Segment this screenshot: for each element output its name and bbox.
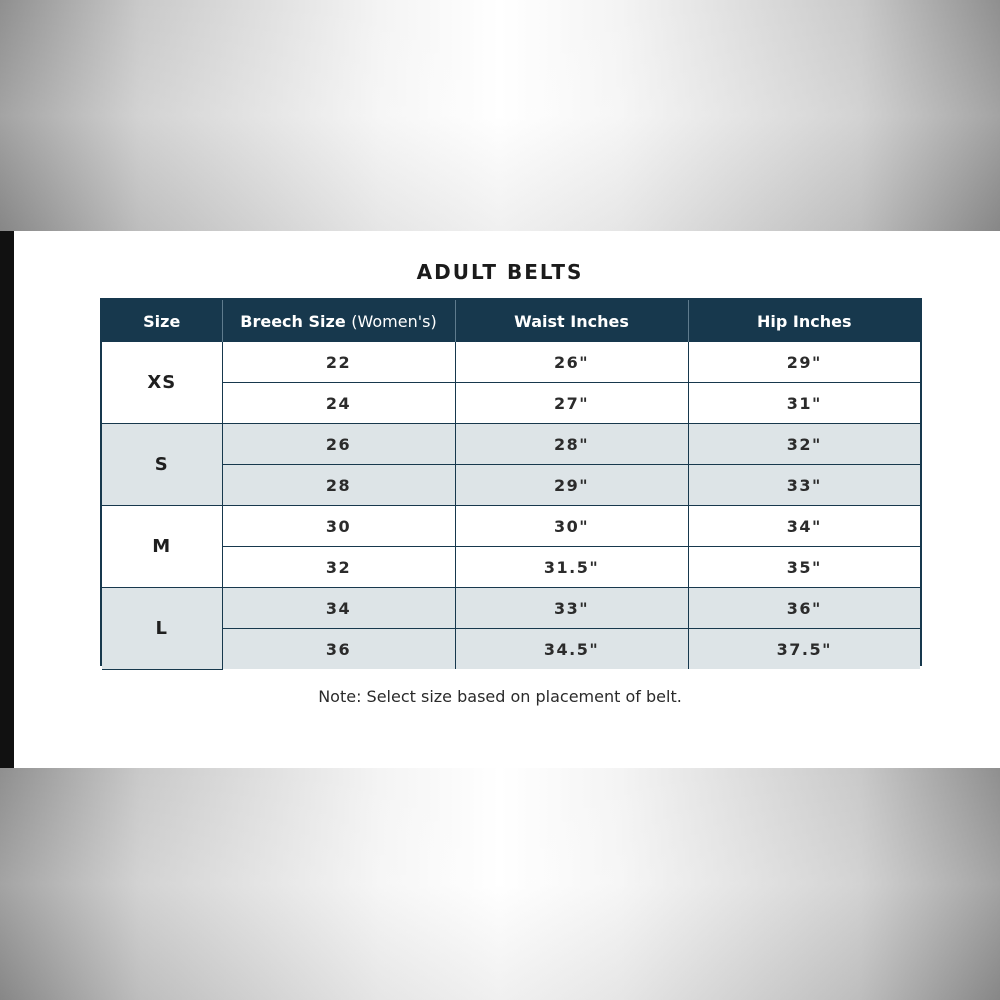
waist-cell: 31.5" — [455, 547, 688, 588]
table-row — [102, 465, 920, 506]
table-row — [102, 588, 920, 629]
waist-cell: 30" — [455, 506, 688, 547]
chart-title: ADULT BELTS — [416, 260, 584, 284]
header-size: Size — [102, 300, 222, 342]
size-cell: S — [102, 424, 222, 506]
size-cell: L — [102, 588, 222, 670]
table-row — [102, 383, 920, 424]
hip-cell: 33" — [688, 465, 920, 506]
hip-cell: 37.5" — [688, 629, 920, 670]
breech-cell: 22 — [222, 342, 455, 383]
hip-cell: 36" — [688, 588, 920, 629]
header-breech-main: Breech Size — [240, 311, 346, 331]
waist-cell: 27" — [455, 383, 688, 424]
header-breech-sub: (Women's) — [351, 311, 437, 331]
header-hip: Hip Inches — [688, 300, 920, 342]
size-table-wrapper — [100, 298, 922, 666]
size-cell: XS — [102, 342, 222, 424]
table-row — [102, 506, 920, 547]
waist-cell: 34.5" — [455, 629, 688, 670]
breech-cell: 32 — [222, 547, 455, 588]
breech-cell: 26 — [222, 424, 455, 465]
breech-cell: 36 — [222, 629, 455, 670]
size-cell: M — [102, 506, 222, 588]
hip-cell: 32" — [688, 424, 920, 465]
table-header-row — [102, 300, 920, 342]
background-top — [0, 0, 1000, 231]
hip-cell: 31" — [688, 383, 920, 424]
header-breech-size — [222, 300, 455, 342]
table-row — [102, 424, 920, 465]
waist-cell: 33" — [455, 588, 688, 629]
hip-cell: 35" — [688, 547, 920, 588]
waist-cell: 28" — [455, 424, 688, 465]
breech-cell: 24 — [222, 383, 455, 424]
hip-cell: 29" — [688, 342, 920, 383]
table-row — [102, 342, 920, 383]
breech-cell: 28 — [222, 465, 455, 506]
size-note: Note: Select size based on placement of belt. — [318, 687, 682, 706]
hip-cell: 34" — [688, 506, 920, 547]
background-bottom — [0, 768, 1000, 1000]
table-row — [102, 629, 920, 670]
breech-cell: 34 — [222, 588, 455, 629]
header-waist: Waist Inches — [455, 300, 688, 342]
waist-cell: 29" — [455, 465, 688, 506]
breech-cell: 30 — [222, 506, 455, 547]
size-chart-card — [0, 231, 1000, 768]
size-table — [102, 300, 920, 670]
waist-cell: 26" — [455, 342, 688, 383]
table-row — [102, 547, 920, 588]
